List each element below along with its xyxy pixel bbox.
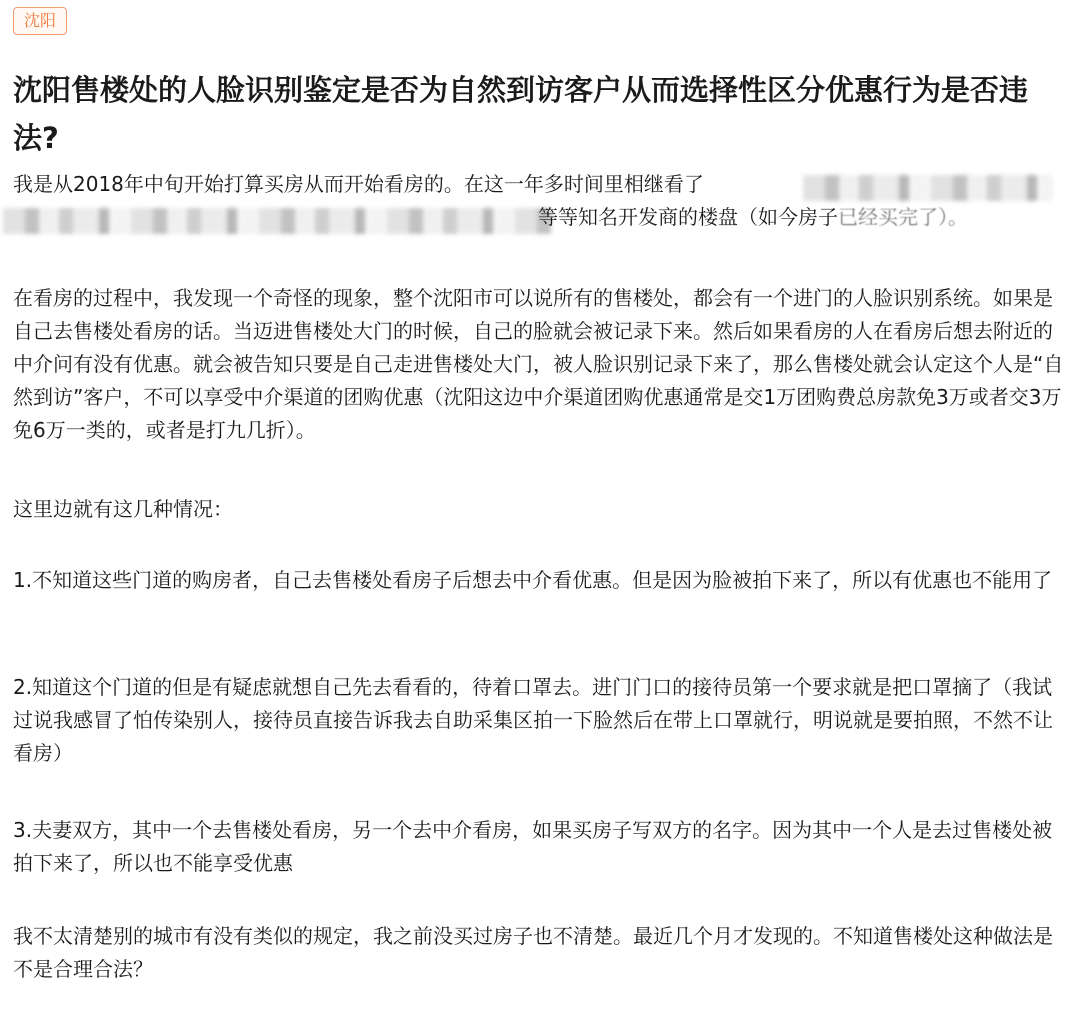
paragraph-2: 在看房的过程中，我发现一个奇怪的现象，整个沈阳市可以说所有的售楼处，都会有一个进门的人脸识别系统。如果是自己去售楼处看房的话。当迈进售楼处大门的时候，自己的脸就会被记录下来。然后如果看房的人在看房后想去附近的中介问有没有优惠。就会被告知只要是自己走进售楼处大门，被人脸识别记录下来了，那么售楼处就会认定这个人是“自然到访”客户，不可以享受中介渠道的团购优惠（沈阳这边中介渠道团购优惠通常是交1万团购费总房款免3万或者交3万免6万一类的，或者是打九几折）。 — [13, 286, 1064, 442]
article-title: 沈阳售楼处的人脸识别鉴定是否为自然到访客户从而选择性区分优惠行为是否违法? — [13, 73, 1029, 155]
location-tag[interactable]: 沈阳 — [13, 7, 67, 35]
paragraph-7: 我不太清楚别的城市有没有类似的规定，我之前没买过房子也不清楚。最近几个月才发现的。不知道售楼处这种做法是不是合理合法？ — [13, 924, 1053, 981]
censored-brand-names-2 — [3, 208, 551, 234]
paragraph-1-text-c: 已经买完了）。 — [838, 205, 968, 229]
paragraph-1-text-a: 我是从2018年中旬开始打算买房从而开始看房的。在这一年多时间里相继看了 — [13, 172, 704, 196]
paragraph-3: 这里边就有这几种情况： — [13, 497, 233, 521]
paragraph-1-text-b: 等等知名开发商的楼盘（如今房子 — [538, 205, 838, 229]
paragraph-5: 2.知道这个门道的但是有疑虑就想自己先去看看的，待着口罩去。进门门口的接待员第一个要求就是把口罩摘了（我试过说我感冒了怕传染别人，接待员直接告诉我去自助采集区拍一下脸然后在带上口罩就行，明说就是要拍照，不然不让看房） — [13, 675, 1053, 765]
paragraph-6: 3.夫妻双方，其中一个去售楼处看房，另一个去中介看房，如果买房子写双方的名字。因为其中一个人是去过售楼处被拍下来了，所以也不能享受优惠 — [13, 818, 1053, 875]
paragraph-1-line-2 — [538, 201, 1078, 234]
paragraph-4: 1.不知道这些门道的购房者，自己去售楼处看房子后想去中介看优惠。但是因为脸被拍下来了，所以有优惠也不能用了 — [13, 568, 1053, 592]
censored-brand-names-1 — [803, 175, 1053, 201]
